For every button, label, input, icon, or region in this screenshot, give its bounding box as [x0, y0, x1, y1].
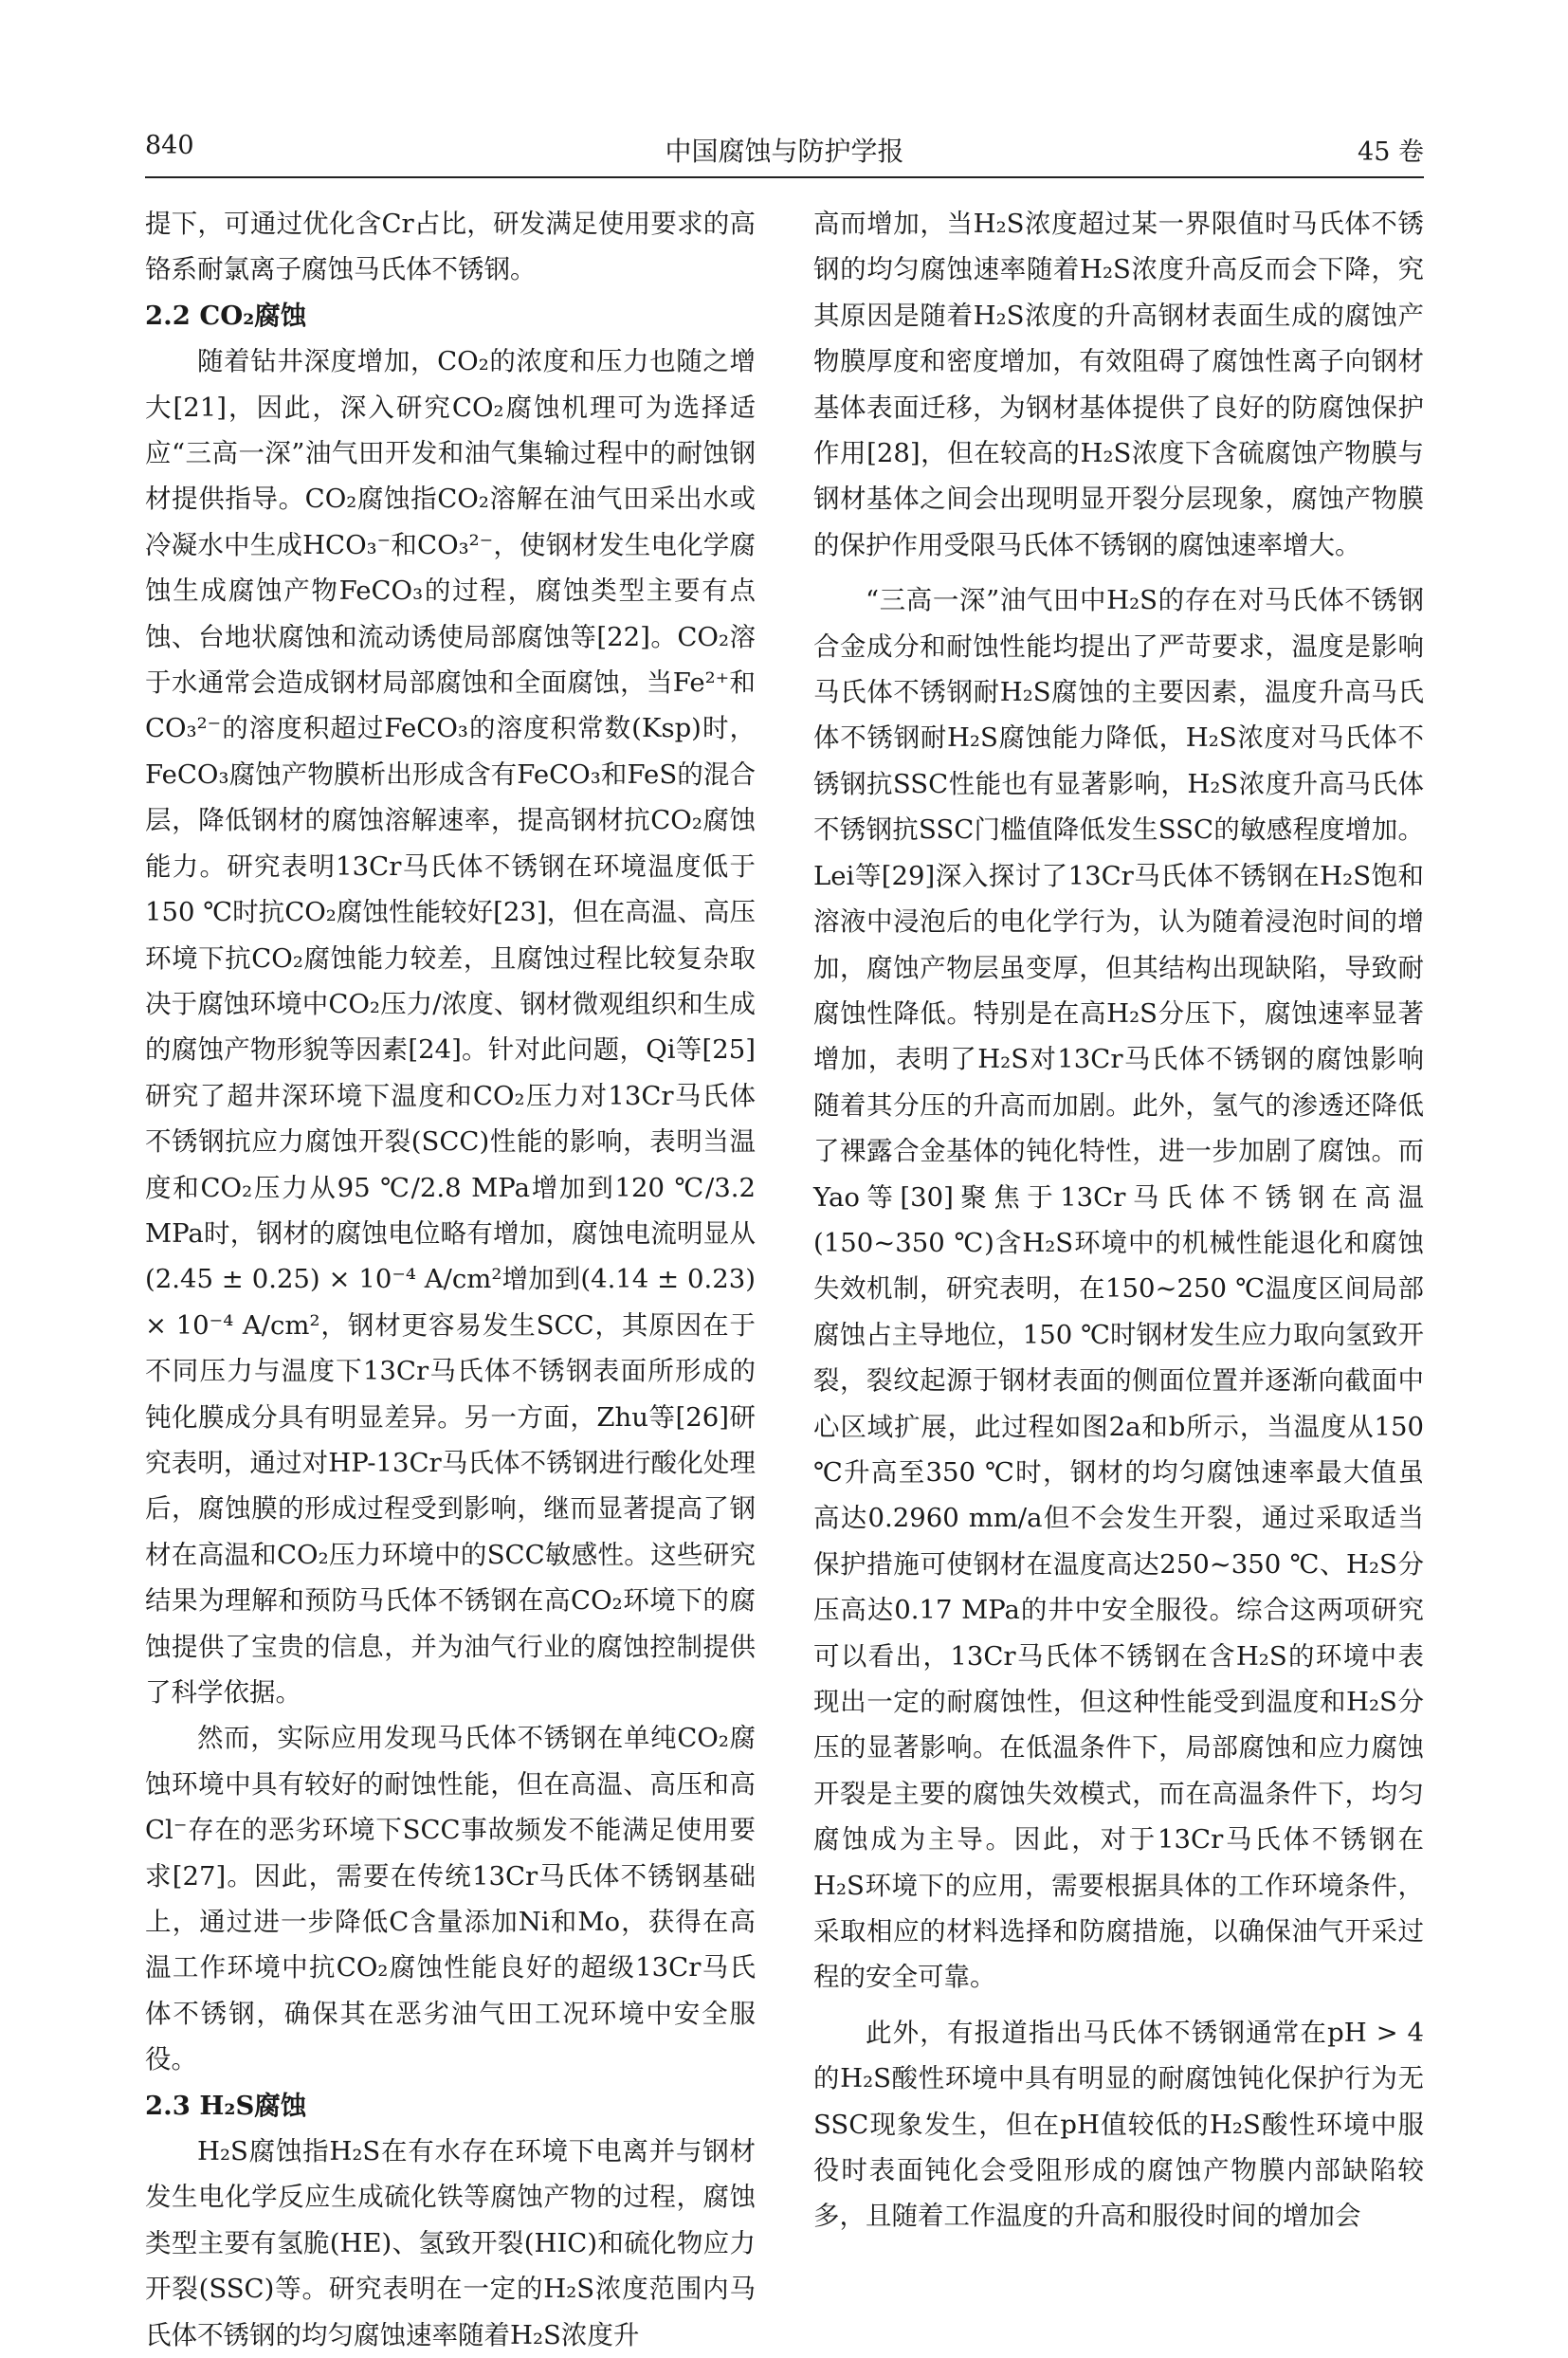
volume-label: 45 卷	[1358, 137, 1424, 167]
paragraph: “三高一深”油气田中H₂S的存在对马氏体不锈钢合金成分和耐蚀性能均提出了严苛要求，温度是影响马氏体不锈钢耐H₂S腐蚀的主要因素，温度升高马氏体不锈钢耐H₂S腐蚀能力降低，H₂S浓度对马氏体不锈钢抗SSC性能也有显著影响，H₂S浓度升高马氏体不锈钢抗SSC门槛值降低发生SSC的敏感程度增加。Lei等[29]深入探讨了13Cr马氏体不锈钢在H₂S饱和溶液中浸泡后的电化学行为，认为随着浸泡时间的增加，腐蚀产物层虽变厚，但其结构出现缺陷，导致耐腐蚀性降低。特别是在高H₂S分压下，腐蚀速率显著增加，表明了H₂S对13Cr马氏体不锈钢的腐蚀影响随着其分压的升高而加剧。此外，氢气的渗透还降低了裸露合金基体的钝化特性，进一步加剧了腐蚀。而Yao等[30]聚焦于13Cr马氏体不锈钢在高温(150~350 ℃)含H₂S环境中的机械性能退化和腐蚀失效机制，研究表明，在150~250 ℃温度区间局部腐蚀占主导地位，150 ℃时钢材发生应力取向氢致开裂，裂纹起源于钢材表面的侧面位置并逐渐向截面中心区域扩展，此过程如图2a和b所示，当温度从150 ℃升高至350 ℃时，钢材的均匀腐蚀速率最大值虽高达0.2960 mm/a但不会发生开裂，通过采取适当保护措施可使钢材在温度高达250~350 ℃、H₂S分压高达0.17 MPa的井中安全服役。综合这两项研究可以看出，13Cr马氏体不锈钢在含H₂S的环境中表现出一定的耐腐蚀性，但这种性能受到温度和H₂S分压的显著影响。在低温条件下，局部腐蚀和应力腐蚀开裂是主要的腐蚀失效模式，而在高温条件下，均匀腐蚀成为主导。因此，对于13Cr马氏体不锈钢在H₂S环境下的应用，需要根据具体的工作环境条件，采取相应的材料选择和防腐措施，以确保油气开采过程的安全可靠。	[813, 585, 1424, 1993]
running-header	[145, 131, 1424, 169]
section-heading-h2s: 2.3 H₂S腐蚀	[145, 2090, 307, 2121]
paragraph-continued: 提下，可通过优化含Cr占比，研发满足使用要求的高铬系耐氯离子腐蚀马氏体不锈钢。	[145, 209, 756, 285]
header-rule	[145, 176, 1424, 178]
paragraph: 随着钻井深度增加，CO₂的浓度和压力也随之增大[21]，因此，深入研究CO₂腐蚀机理可为选择适应“三高一深”油气田开发和油气集输过程中的耐蚀钢材提供指导。CO₂腐蚀指CO₂溶解在油气田采出水或冷凝水中生成HCO₃⁻和CO₃²⁻，使钢材发生电化学腐蚀生成腐蚀产物FeCO₃的过程，腐蚀类型主要有点蚀、台地状腐蚀和流动诱使局部腐蚀等[22]。CO₂溶于水通常会造成钢材局部腐蚀和全面腐蚀，当Fe²⁺和CO₃²⁻的溶度积超过FeCO₃的溶度积常数(Ksp)时，FeCO₃腐蚀产物膜析出形成含有FeCO₃和FeS的混合层，降低钢材的腐蚀溶解速率，提高钢材抗CO₂腐蚀能力。研究表明13Cr马氏体不锈钢在环境温度低于150 ℃时抗CO₂腐蚀性能较好[23]，但在高温、高压环境下抗CO₂腐蚀能力较差，且腐蚀过程比较复杂取决于腐蚀环境中CO₂压力/浓度、钢材微观组织和生成的腐蚀产物形貌等因素[24]。针对此问题，Qi等[25]研究了超井深环境下温度和CO₂压力对13Cr马氏体不锈钢抗应力腐蚀开裂(SCC)性能的影响，表明当温度和CO₂压力从95 ℃/2.8 MPa增加到120 ℃/3.2 MPa时，钢材的腐蚀电位略有增加，腐蚀电流明显从(2.45 ± 0.25) × 10⁻⁴ A/cm²增加到(4.14 ± 0.23) × 10⁻⁴ A/cm²，钢材更容易发生SCC，其原因在于不同压力与温度下13Cr马氏体不锈钢表面所形成的钝化膜成分具有明显差异。另一方面，Zhu等[26]研究表明，通过对HP-13Cr马氏体不锈钢进行酸化处理后，腐蚀膜的形成过程受到影响，继而显著提高了钢材在高温和CO₂压力环境中的SCC敏感性。这些研究结果为理解和预防马氏体不锈钢在高CO₂环境下的腐蚀提供了宝贵的信息，并为油气行业的腐蚀控制提供了科学依据。	[145, 346, 756, 1708]
page-number: 840	[145, 131, 194, 160]
section-heading-co2: 2.2 CO₂腐蚀	[145, 300, 307, 331]
paragraph: 此外，有报道指出马氏体不锈钢通常在pH > 4的H₂S酸性环境中具有明显的耐腐蚀钝化保护行为无SSC现象发生，但在pH值较低的H₂S酸性环境中服役时表面钝化会受阻形成的腐蚀产物膜内部缺陷较多，且随着工作温度的升高和服役时间的增加会	[813, 2017, 1424, 2232]
left-column	[145, 201, 756, 2358]
paragraph-continued: 高而增加，当H₂S浓度超过某一界限值时马氏体不锈钢的均匀腐蚀速率随着H₂S浓度升高反而会下降，究其原因是随着H₂S浓度的升高钢材表面生成的腐蚀产物膜厚度和密度增加，有效阻碍了腐蚀性离子向钢材基体表面迁移，为钢材基体提供了良好的防腐蚀保护作用[28]，但在较高的H₂S浓度下含硫腐蚀产物膜与钢材基体之间会出现明显开裂分层现象，腐蚀产物膜的保护作用受限马氏体不锈钢的腐蚀速率增大。	[813, 209, 1424, 560]
journal-title: 中国腐蚀与防护学报	[665, 136, 904, 167]
paragraph: H₂S腐蚀指H₂S在有水存在环境下电离并与钢材发生电化学反应生成硫化铁等腐蚀产物的过程，腐蚀类型主要有氢脆(HE)、氢致开裂(HIC)和硫化物应力开裂(SSC)等。研究表明在一定的H₂S浓度范围内马氏体不锈钢的均匀腐蚀速率随着H₂S浓度升	[145, 2136, 756, 2350]
right-column	[813, 201, 1424, 2239]
paragraph: 然而，实际应用发现马氏体不锈钢在单纯CO₂腐蚀环境中具有较好的耐蚀性能，但在高温、高压和高Cl⁻存在的恶劣环境下SCC事故频发不能满足使用要求[27]。因此，需要在传统13Cr马氏体不锈钢基础上，通过进一步降低C含量添加Ni和Mo，获得在高温工作环境中抗CO₂腐蚀性能良好的超级13Cr马氏体不锈钢，确保其在恶劣油气田工况环境中安全服役。	[145, 1723, 756, 2075]
